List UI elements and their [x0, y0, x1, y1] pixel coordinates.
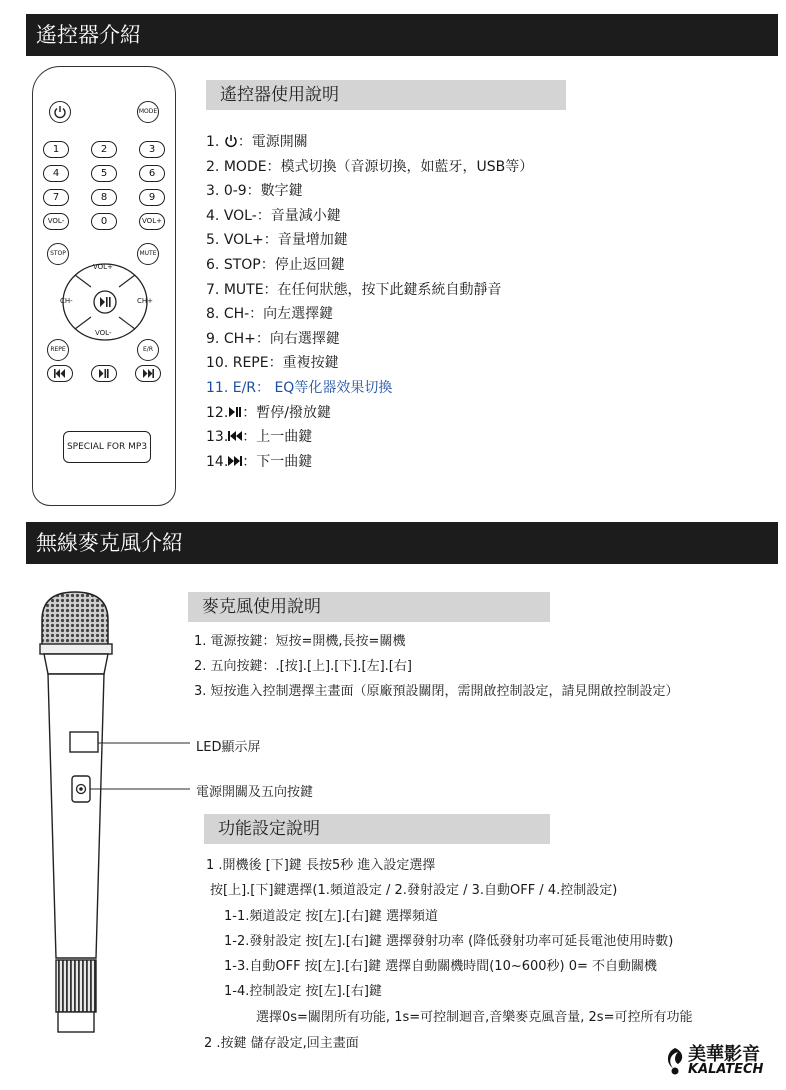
remote-special-label: SPECIAL FOR MP3 — [63, 431, 151, 463]
remote-num-2: 2 — [91, 141, 117, 158]
ring-ch-plus-label: CH+ — [137, 297, 154, 305]
remote-prev-button — [47, 365, 73, 382]
list-item: 13. ：上一曲鍵 — [206, 429, 313, 446]
power-button-label: 電源開關及五向按鍵 — [196, 785, 314, 800]
list-item: 4. VOL-：音量減小鍵 — [206, 207, 341, 224]
list-item: 11. E/R： EQ等化器效果切換 — [206, 379, 393, 396]
prev-track-icon — [54, 369, 66, 378]
remote-illustration — [32, 66, 176, 506]
mic-section-title: 無線麥克風介紹 — [26, 522, 778, 564]
function-line-2: 按[上].[下]鍵選擇(1.頻道設定 / 2.發射設定 / 3.自動OFF / 4.控制設定) — [210, 883, 618, 898]
remote-num-1: 1 — [43, 141, 69, 158]
brand-name-cn: 美華影音 — [688, 1044, 760, 1065]
power-icon — [53, 105, 67, 119]
remote-num-7: 7 — [43, 189, 69, 206]
ring-ch-minus-label: CH- — [60, 297, 73, 305]
list-item: 6. STOP：停止返回鍵 — [206, 256, 345, 273]
brand-logo — [664, 1040, 774, 1080]
remote-power-button — [49, 101, 71, 123]
microphone-illustration — [30, 588, 190, 1048]
remote-num-9: 9 — [139, 189, 165, 206]
ring-vol-minus-label: VOL- — [95, 329, 112, 337]
remote-section-title: 遙控器介紹 — [26, 14, 778, 56]
led-display-label: LED顯示屏 — [196, 740, 261, 755]
list-item: 8. CH-：向左選擇鍵 — [206, 306, 334, 323]
function-line-3: 1-1.頻道設定 按[左].[右]鍵 選擇頻道 — [224, 909, 439, 924]
remote-repe-button: REPE — [47, 339, 69, 361]
ring-vol-plus-label: VOL+ — [93, 263, 113, 271]
function-line-7: 選擇0s=關閉所有功能, 1s=可控制迴音,音樂麥克風音量, 2s=可控所有功能 — [256, 1010, 693, 1025]
remote-vol-minus: VOL- — [43, 213, 69, 230]
function-line-6: 1-4.控制設定 按[左].[右]鍵 — [224, 984, 382, 999]
remote-er-button: E/R — [137, 339, 159, 361]
function-line-4: 1-2.發射設定 按[左].[右]鍵 選擇發射功率 (降低發射功率可延長電池使用時數) — [224, 934, 674, 949]
list-item: 5. VOL+：音量增加鍵 — [206, 232, 348, 249]
list-item: 3. 0-9：數字鍵 — [206, 183, 303, 200]
list-item: 2. MODE：模式切換（音源切換，如藍牙，USB等） — [206, 158, 534, 175]
remote-next-button — [135, 365, 161, 382]
remote-num-3: 3 — [139, 141, 165, 158]
remote-num-8: 8 — [91, 189, 117, 206]
list-item: 1. ：電源開關 — [206, 134, 308, 150]
function-line-1: 1 .開機後 [下]鍵 長按5秒 進入設定選擇 — [206, 858, 436, 873]
list-item: 9. CH+：向右選擇鍵 — [206, 330, 340, 347]
remote-stop-button: STOP — [47, 243, 69, 265]
prev-track-icon — [228, 429, 242, 443]
mic-usage-line-2: 2. 五向按鍵：.[按].[上].[下].[左].[右] — [194, 659, 412, 674]
next-track-icon — [228, 454, 242, 468]
play-pause-icon — [99, 369, 109, 378]
remote-usage-list — [206, 130, 606, 474]
remote-usage-header: 遙控器使用說明 — [206, 80, 566, 110]
mic-usage-header: 麥克風使用說明 — [188, 592, 550, 622]
list-item: 12. ：暫停/撥放鍵 — [206, 404, 331, 421]
remote-num-0: 0 — [91, 213, 117, 230]
remote-num-4: 4 — [43, 165, 69, 182]
remote-num-6: 6 — [139, 165, 165, 182]
function-settings-header: 功能設定說明 — [204, 814, 550, 844]
power-icon — [224, 134, 238, 148]
brand-name-en: KALATECH — [688, 1062, 764, 1077]
next-track-icon — [142, 369, 154, 378]
mic-usage-line-3: 3. 短按進入控制選擇主畫面（原廠預設關閉，需開啟控制設定，請見開啟控制設定） — [194, 684, 679, 699]
function-line-5: 1-3.自動OFF 按[左].[右]鍵 選擇自動關機時間(10~600秒) 0= 不自動關機 — [224, 959, 658, 974]
remote-play-button — [91, 365, 117, 382]
list-item: 10. REPE：重複按鍵 — [206, 355, 339, 372]
brand-swirl-icon — [664, 1046, 686, 1076]
list-item: 14. ：下一曲鍵 — [206, 453, 313, 470]
remote-mute-button: MUTE — [137, 243, 159, 265]
remote-vol-plus: VOL+ — [139, 213, 165, 230]
play-pause-icon — [228, 405, 242, 419]
mic-usage-line-1: 1. 電源按鍵：短按=開機,長按=關機 — [194, 634, 406, 649]
function-line-8: 2 .按鍵 儲存設定,回主畫面 — [204, 1036, 359, 1051]
remote-num-5: 5 — [91, 165, 117, 182]
list-item: 7. MUTE：在任何狀態，按下此鍵系統自動靜音 — [206, 281, 502, 298]
remote-mode-button: MODE — [137, 101, 159, 123]
